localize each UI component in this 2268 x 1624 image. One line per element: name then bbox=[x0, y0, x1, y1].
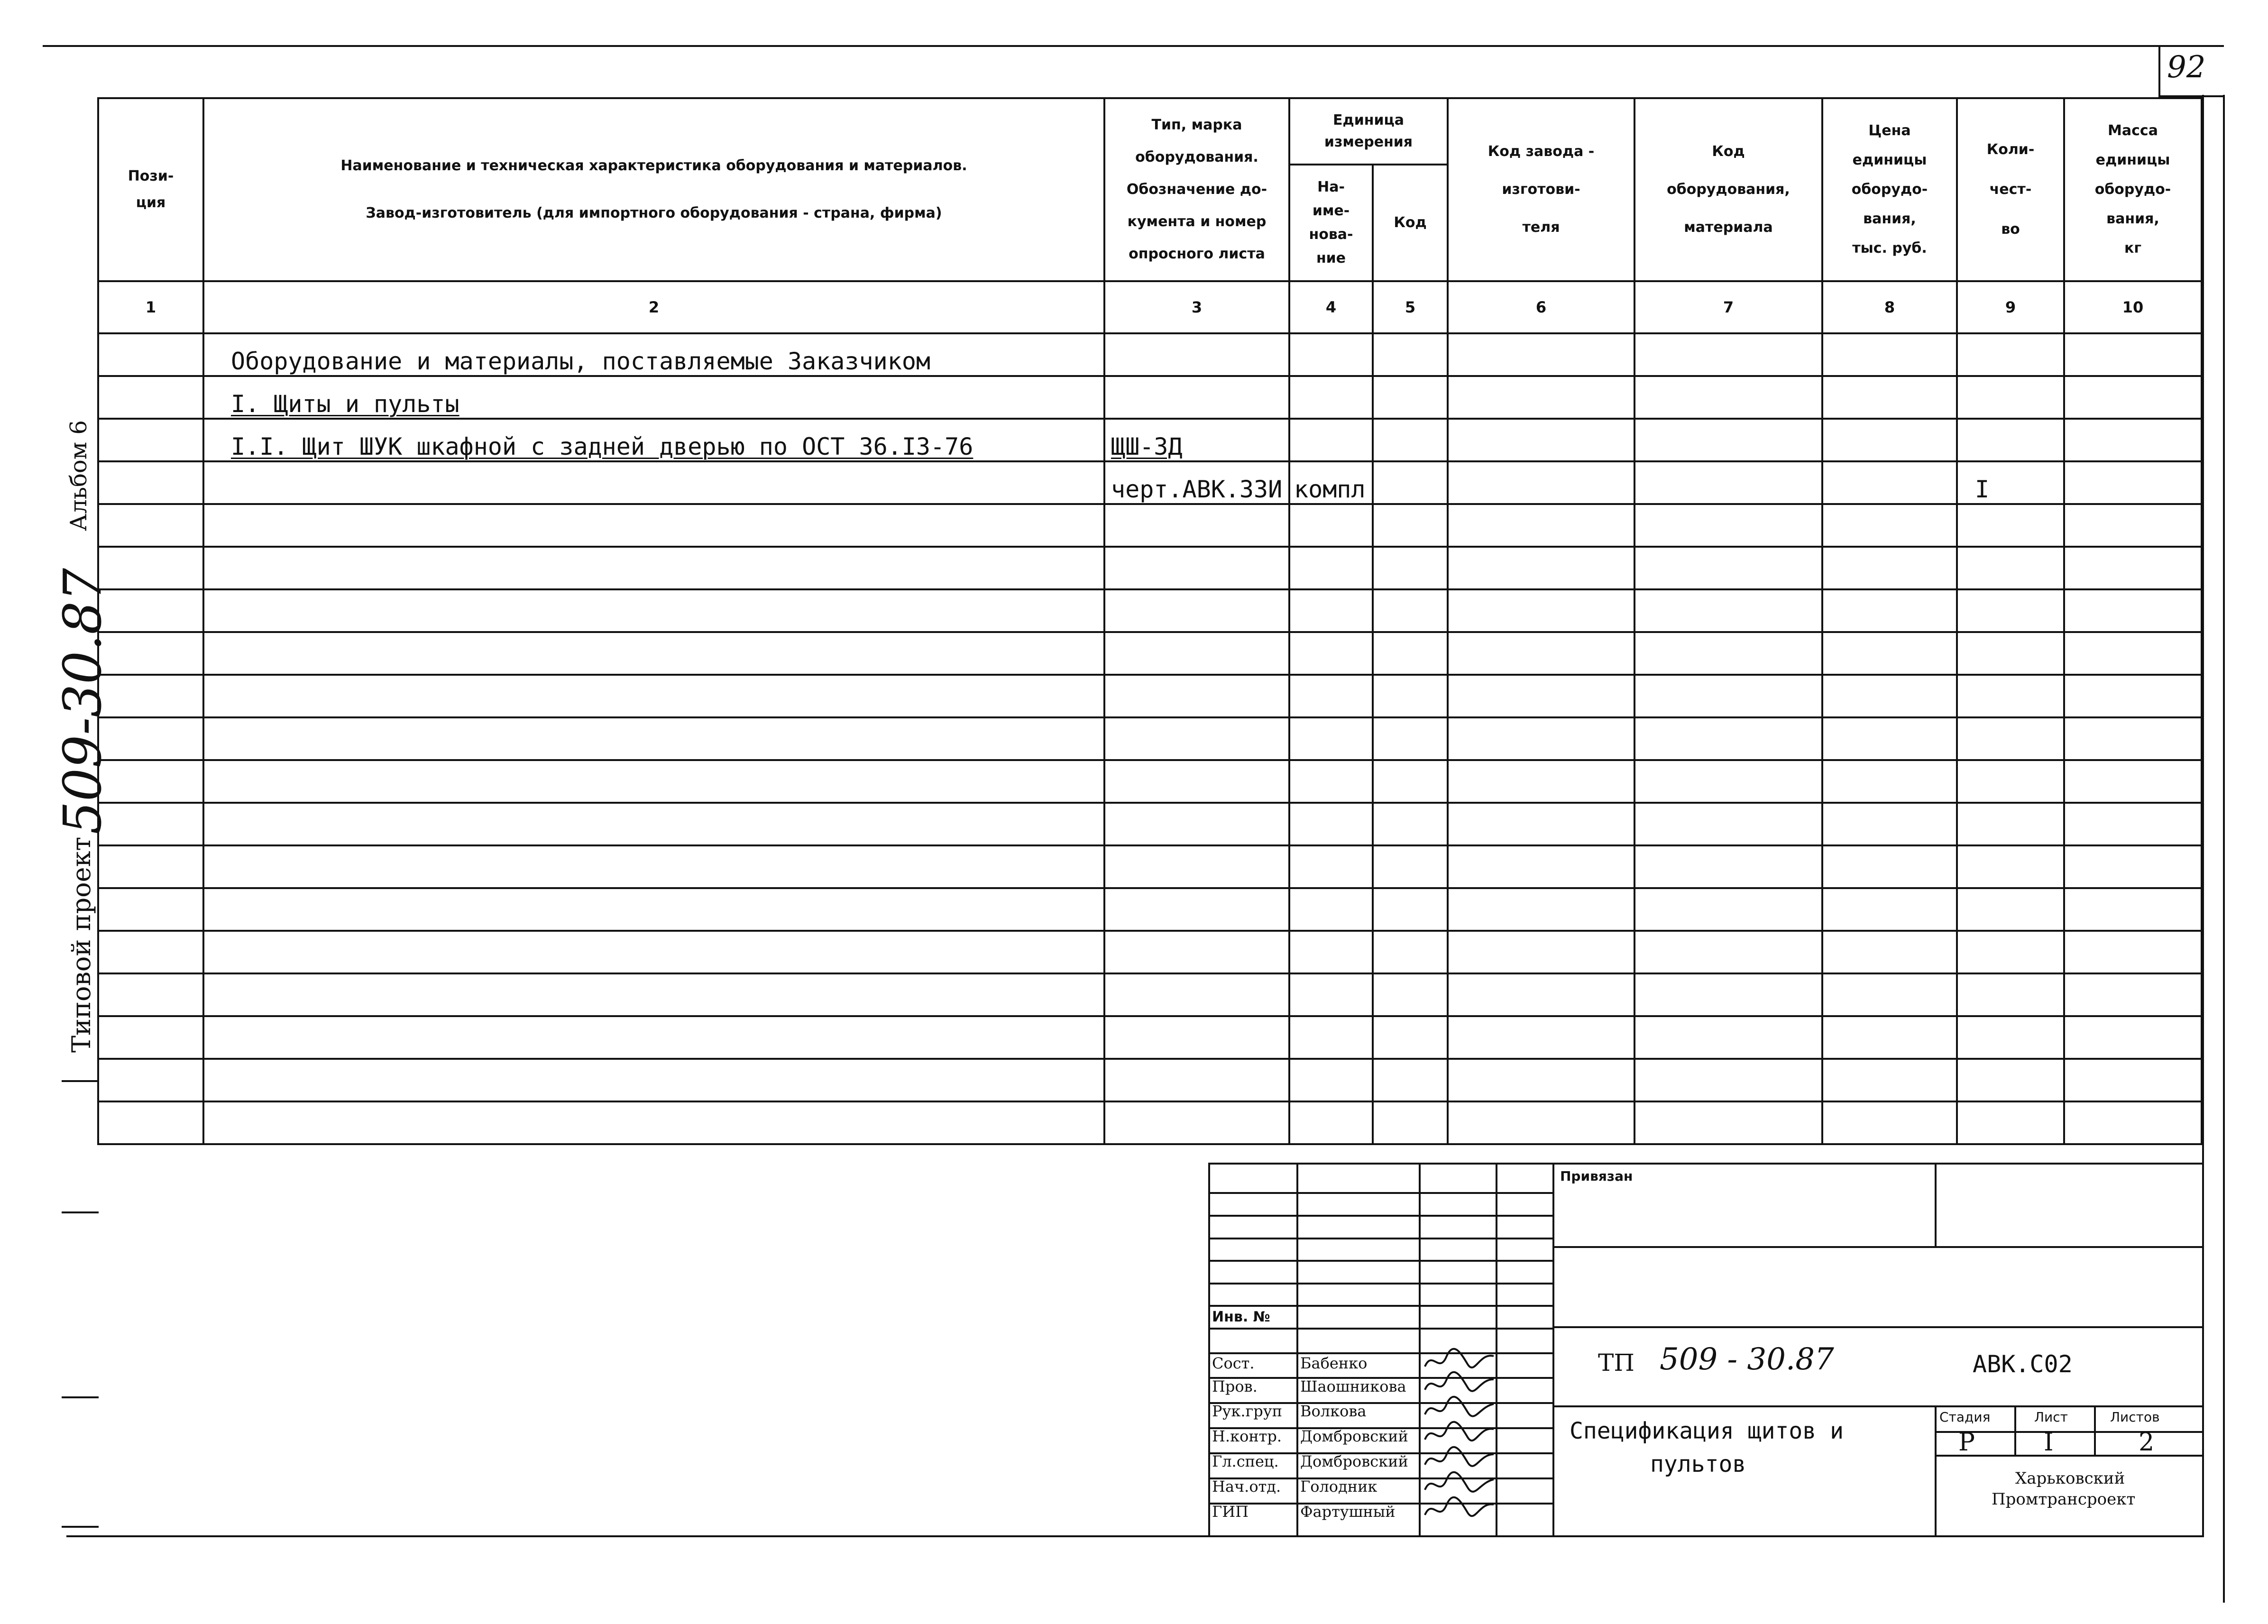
table-cell bbox=[1448, 1016, 1634, 1059]
table-cell bbox=[1289, 1016, 1373, 1059]
table-cell bbox=[1373, 376, 1448, 419]
inventory-number-label: Инв. № bbox=[1212, 1309, 1270, 1325]
table-cell bbox=[1289, 1059, 1373, 1101]
table-cell bbox=[1822, 333, 1957, 376]
table-cell bbox=[98, 675, 203, 717]
signature-name: Фартушный bbox=[1300, 1503, 1396, 1521]
table-cell bbox=[1373, 675, 1448, 717]
table-cell bbox=[1957, 589, 2064, 632]
table-cell bbox=[203, 589, 1104, 632]
table-cell bbox=[98, 717, 203, 760]
table-cell bbox=[1104, 1016, 1289, 1059]
table-cell bbox=[1373, 803, 1448, 845]
table-cell bbox=[2064, 675, 2202, 717]
column-number: 6 bbox=[1448, 281, 1634, 333]
table-cell bbox=[1634, 589, 1822, 632]
table-cell bbox=[98, 461, 203, 504]
stamp-line bbox=[1554, 1405, 2204, 1407]
table-cell bbox=[1634, 675, 1822, 717]
signature-role: Пров. bbox=[1212, 1377, 1258, 1395]
table-cell bbox=[1634, 419, 1822, 461]
table-cell bbox=[1822, 504, 1957, 547]
column-number: 2 bbox=[203, 281, 1104, 333]
table-cell bbox=[1957, 1059, 2064, 1101]
table-cell bbox=[1957, 419, 2064, 461]
table-cell bbox=[2064, 845, 2202, 888]
table-cell bbox=[1373, 1101, 1448, 1144]
margin-tick bbox=[62, 1526, 99, 1528]
table-cell bbox=[2064, 803, 2202, 845]
table-row bbox=[98, 760, 2202, 803]
stage-value: Р bbox=[1958, 1428, 1975, 1457]
table-cell bbox=[203, 461, 1104, 504]
table-cell bbox=[1448, 547, 1634, 589]
header-position: Пози- ция bbox=[98, 98, 203, 281]
table-cell bbox=[98, 333, 203, 376]
table-cell bbox=[1634, 333, 1822, 376]
table-cell bbox=[2064, 589, 2202, 632]
table-cell bbox=[98, 1101, 203, 1144]
table-cell bbox=[2064, 632, 2202, 675]
table-cell bbox=[1373, 504, 1448, 547]
margin-tick bbox=[62, 1211, 99, 1213]
table-cell bbox=[1822, 632, 1957, 675]
table-cell bbox=[203, 1016, 1104, 1059]
handwritten-signature bbox=[1423, 1371, 1498, 1399]
table-cell bbox=[1373, 632, 1448, 675]
table-cell bbox=[1957, 973, 2064, 1016]
table-row bbox=[98, 803, 2202, 845]
table-cell bbox=[98, 760, 203, 803]
table-cell bbox=[1634, 760, 1822, 803]
signature-role: Рук.груп bbox=[1212, 1402, 1282, 1420]
table-row bbox=[98, 1059, 2202, 1101]
table-cell bbox=[1957, 632, 2064, 675]
table-row bbox=[98, 461, 2202, 504]
sheet-label: Лист bbox=[2034, 1409, 2068, 1425]
table-cell bbox=[1957, 547, 2064, 589]
column-number: 4 bbox=[1289, 281, 1373, 333]
table-cell bbox=[1104, 376, 1289, 419]
table-cell bbox=[1634, 803, 1822, 845]
column-number: 9 bbox=[1957, 281, 2064, 333]
table-cell bbox=[1634, 376, 1822, 419]
table-cell bbox=[2064, 1016, 2202, 1059]
header-equipment-code: Код оборудования, материала bbox=[1634, 98, 1822, 281]
table-cell bbox=[1448, 973, 1634, 1016]
table-cell bbox=[1448, 760, 1634, 803]
stage-label: Стадия bbox=[1939, 1409, 1991, 1425]
privyazan-label: Привязан bbox=[1560, 1168, 1633, 1184]
handwritten-signature bbox=[1423, 1496, 1498, 1524]
table-cell bbox=[1373, 547, 1448, 589]
table-cell bbox=[1448, 931, 1634, 973]
doc-code-suffix: АВК.С02 bbox=[1973, 1350, 2073, 1378]
table-cell bbox=[2064, 1101, 2202, 1144]
column-number: 5 bbox=[1373, 281, 1448, 333]
table-cell bbox=[98, 888, 203, 931]
table-cell bbox=[1957, 717, 2064, 760]
table-cell bbox=[1289, 845, 1373, 888]
signature-name: Волкова bbox=[1300, 1402, 1367, 1420]
side-label-project-type: Типовой проект bbox=[66, 836, 96, 1053]
table-cell: I.I. Щит ШУК шкафной с задней дверью по ОСТ 36.I3-76 bbox=[203, 419, 1104, 461]
table-cell bbox=[98, 845, 203, 888]
table-cell bbox=[2064, 973, 2202, 1016]
table-cell bbox=[2064, 888, 2202, 931]
table-cell bbox=[1448, 1059, 1634, 1101]
table-row bbox=[98, 504, 2202, 547]
table-cell bbox=[203, 845, 1104, 888]
header-unit: Единица измерения bbox=[1289, 98, 1448, 165]
table-row bbox=[98, 333, 2202, 376]
table-cell bbox=[1289, 760, 1373, 803]
table-cell bbox=[1373, 333, 1448, 376]
table-cell bbox=[203, 632, 1104, 675]
sheet-value: I bbox=[2044, 1428, 2054, 1457]
table-cell bbox=[1448, 675, 1634, 717]
table-cell bbox=[1104, 803, 1289, 845]
signature-name: Домбровский bbox=[1300, 1452, 1408, 1470]
organization-line2: Промтрансроект bbox=[1992, 1490, 2136, 1509]
table-cell bbox=[203, 888, 1104, 931]
table-row bbox=[98, 675, 2202, 717]
table-cell bbox=[1373, 1016, 1448, 1059]
table-cell bbox=[98, 589, 203, 632]
table-cell bbox=[2064, 717, 2202, 760]
table-cell bbox=[1822, 803, 1957, 845]
header-quantity: Коли- чест- во bbox=[1957, 98, 2064, 281]
table-cell bbox=[1448, 888, 1634, 931]
table-row bbox=[98, 1016, 2202, 1059]
table-cell bbox=[1448, 1101, 1634, 1144]
header-unit-name: На- име- нова- ние bbox=[1289, 165, 1373, 281]
table-cell bbox=[1104, 931, 1289, 973]
table-cell bbox=[1957, 803, 2064, 845]
table-cell bbox=[1373, 931, 1448, 973]
table-cell: Оборудование и материалы, поставляемые Заказчиком bbox=[203, 333, 1104, 376]
table-row bbox=[98, 931, 2202, 973]
table-cell: I bbox=[1957, 461, 2064, 504]
table-cell bbox=[1448, 376, 1634, 419]
table-row bbox=[98, 888, 2202, 931]
table-cell bbox=[1957, 376, 2064, 419]
table-cell bbox=[1373, 760, 1448, 803]
table-row bbox=[98, 845, 2202, 888]
table-cell bbox=[1634, 931, 1822, 973]
table-cell bbox=[1373, 589, 1448, 632]
table-row bbox=[98, 589, 2202, 632]
sheets-value: 2 bbox=[2139, 1428, 2155, 1457]
table-cell: черт.АВК.ЗЗИ bbox=[1104, 461, 1289, 504]
table-row bbox=[98, 1101, 2202, 1144]
top-border-line bbox=[43, 45, 2224, 47]
document-title-line2: пультов bbox=[1650, 1451, 1746, 1477]
table-cell bbox=[1957, 845, 2064, 888]
table-cell bbox=[1822, 461, 1957, 504]
header-name: Наименование и техническая характеристика оборудования и материалов. Завод-изготовитель (для импортного оборудования - страна, фирма) bbox=[203, 98, 1104, 281]
table-cell bbox=[1104, 973, 1289, 1016]
table-cell bbox=[98, 547, 203, 589]
table-cell bbox=[1104, 1101, 1289, 1144]
table-cell bbox=[1289, 504, 1373, 547]
side-label-project-number: 509-30.87 bbox=[52, 568, 113, 835]
table-cell bbox=[1634, 1101, 1822, 1144]
table-cell bbox=[1822, 1016, 1957, 1059]
table-cell bbox=[2064, 419, 2202, 461]
table-cell bbox=[1822, 1101, 1957, 1144]
table-cell bbox=[1448, 461, 1634, 504]
table-cell bbox=[2064, 461, 2202, 504]
table-cell bbox=[1373, 1059, 1448, 1101]
table-cell bbox=[203, 717, 1104, 760]
table-cell bbox=[98, 1016, 203, 1059]
table-row bbox=[98, 717, 2202, 760]
table-cell bbox=[1634, 888, 1822, 931]
table-cell bbox=[1957, 333, 2064, 376]
margin-tick bbox=[62, 1396, 99, 1398]
table-cell bbox=[1448, 632, 1634, 675]
table-cell bbox=[1373, 845, 1448, 888]
signature-name: Голодник bbox=[1300, 1477, 1377, 1496]
stamp-line bbox=[1935, 1455, 2204, 1457]
table-cell bbox=[2064, 333, 2202, 376]
table-cell bbox=[1373, 888, 1448, 931]
table-cell bbox=[2064, 1059, 2202, 1101]
stamp-line bbox=[1554, 1246, 2204, 1248]
table-cell bbox=[1373, 461, 1448, 504]
table-cell bbox=[1634, 461, 1822, 504]
table-cell bbox=[1957, 760, 2064, 803]
table-cell bbox=[1634, 1059, 1822, 1101]
organization-line1: Харьковский bbox=[2015, 1469, 2125, 1488]
table-cell bbox=[2064, 376, 2202, 419]
table-cell bbox=[1289, 376, 1373, 419]
column-number: 3 bbox=[1104, 281, 1289, 333]
signature-name: Бабенко bbox=[1300, 1354, 1368, 1372]
table-cell bbox=[2064, 504, 2202, 547]
table-row bbox=[98, 632, 2202, 675]
table-cell bbox=[2064, 547, 2202, 589]
table-cell bbox=[1822, 931, 1957, 973]
table-cell bbox=[203, 504, 1104, 547]
signature-role: Гл.спец. bbox=[1212, 1452, 1279, 1470]
table-cell bbox=[1822, 1059, 1957, 1101]
table-cell bbox=[1373, 717, 1448, 760]
table-cell bbox=[1448, 504, 1634, 547]
table-cell bbox=[1822, 973, 1957, 1016]
table-cell bbox=[1822, 376, 1957, 419]
table-cell bbox=[1448, 845, 1634, 888]
table-row bbox=[98, 973, 2202, 1016]
table-cell bbox=[98, 803, 203, 845]
table-cell bbox=[1634, 547, 1822, 589]
table-cell bbox=[1289, 973, 1373, 1016]
doc-code-number: 509 - 30.87 bbox=[1660, 1342, 1834, 1377]
table-cell bbox=[1104, 717, 1289, 760]
handwritten-signature bbox=[1423, 1421, 1498, 1449]
table-cell bbox=[203, 1101, 1104, 1144]
table-cell bbox=[203, 1059, 1104, 1101]
table-cell bbox=[1634, 845, 1822, 888]
table-cell bbox=[98, 632, 203, 675]
table-cell bbox=[1957, 675, 2064, 717]
table-cell bbox=[1289, 419, 1373, 461]
specification-body bbox=[98, 333, 2202, 1144]
table-cell bbox=[1289, 803, 1373, 845]
table-cell bbox=[1448, 803, 1634, 845]
table-cell bbox=[1104, 845, 1289, 888]
table-cell bbox=[98, 1059, 203, 1101]
stamp-line bbox=[2014, 1405, 2016, 1455]
table-cell bbox=[1289, 717, 1373, 760]
sheet-number: 92 bbox=[2167, 50, 2206, 85]
table-cell bbox=[1448, 333, 1634, 376]
table-cell bbox=[1289, 931, 1373, 973]
table-cell bbox=[1822, 419, 1957, 461]
table-cell bbox=[1104, 1059, 1289, 1101]
stamp-line bbox=[1935, 1431, 2204, 1433]
table-cell bbox=[1634, 1016, 1822, 1059]
table-cell bbox=[1104, 632, 1289, 675]
table-cell bbox=[1104, 547, 1289, 589]
header-price: Цена единицы оборудо- вания, тыс. руб. bbox=[1822, 98, 1957, 281]
column-number: 10 bbox=[2064, 281, 2202, 333]
column-number: 1 bbox=[98, 281, 203, 333]
bottom-border-line bbox=[66, 1535, 2204, 1537]
table-cell bbox=[98, 376, 203, 419]
stamp-line bbox=[2094, 1405, 2096, 1455]
signature-role: ГИП bbox=[1212, 1503, 1249, 1521]
right-border-line bbox=[2223, 95, 2225, 1603]
table-row bbox=[98, 547, 2202, 589]
table-cell bbox=[2064, 931, 2202, 973]
table-cell: I. Щиты и пульты bbox=[203, 376, 1104, 419]
table-cell bbox=[1822, 547, 1957, 589]
table-cell bbox=[1104, 589, 1289, 632]
document-title-line1: Спецификация щитов и bbox=[1570, 1418, 1844, 1444]
handwritten-signature bbox=[1423, 1395, 1498, 1424]
table-cell bbox=[98, 973, 203, 1016]
table-cell bbox=[1289, 675, 1373, 717]
table-cell bbox=[1634, 504, 1822, 547]
table-cell bbox=[203, 931, 1104, 973]
table-cell bbox=[203, 973, 1104, 1016]
table-cell bbox=[1822, 589, 1957, 632]
signature-role: Сост. bbox=[1212, 1354, 1255, 1372]
table-cell bbox=[1822, 888, 1957, 931]
handwritten-signature bbox=[1423, 1446, 1498, 1474]
table-cell bbox=[1634, 717, 1822, 760]
table-cell bbox=[1957, 504, 2064, 547]
table-cell bbox=[1104, 333, 1289, 376]
table-cell bbox=[2064, 760, 2202, 803]
table-cell bbox=[1822, 675, 1957, 717]
table-cell bbox=[1373, 973, 1448, 1016]
table-cell bbox=[98, 931, 203, 973]
table-cell bbox=[1373, 419, 1448, 461]
signature-role: Нач.отд. bbox=[1212, 1477, 1281, 1496]
header-type: Тип, марка оборудования. Обозначение до- кумента и номер опросного листа bbox=[1104, 98, 1289, 281]
column-number: 8 bbox=[1822, 281, 1957, 333]
header-mass: Масса единицы оборудо- вания, кг bbox=[2064, 98, 2202, 281]
stamp-line bbox=[1935, 1163, 1937, 1246]
doc-code-prefix: ТП bbox=[1598, 1349, 1634, 1376]
margin-tick bbox=[62, 1080, 99, 1082]
table-cell bbox=[1289, 888, 1373, 931]
signature-name: Домбровский bbox=[1300, 1427, 1408, 1445]
table-cell bbox=[1104, 760, 1289, 803]
table-cell bbox=[1448, 717, 1634, 760]
table-cell bbox=[1289, 589, 1373, 632]
table-cell bbox=[1289, 333, 1373, 376]
table-cell bbox=[1634, 632, 1822, 675]
signature-role: Н.контр. bbox=[1212, 1427, 1282, 1445]
specification-table bbox=[97, 97, 2203, 1145]
table-cell bbox=[1289, 632, 1373, 675]
table-cell bbox=[203, 803, 1104, 845]
table-cell bbox=[1957, 931, 2064, 973]
table-cell bbox=[203, 675, 1104, 717]
table-cell bbox=[1104, 675, 1289, 717]
table-cell bbox=[1957, 1016, 2064, 1059]
stamp-line bbox=[1935, 1405, 1937, 1537]
table-cell: ЩШ-ЗД bbox=[1104, 419, 1289, 461]
column-number: 7 bbox=[1634, 281, 1822, 333]
table-cell bbox=[1448, 589, 1634, 632]
table-cell bbox=[203, 547, 1104, 589]
table-cell bbox=[1634, 973, 1822, 1016]
table-cell bbox=[1822, 845, 1957, 888]
table-cell bbox=[1957, 888, 2064, 931]
table-cell bbox=[203, 760, 1104, 803]
signature-name: Шаошникова bbox=[1300, 1377, 1406, 1395]
table-row bbox=[98, 419, 2202, 461]
table-cell: компл bbox=[1289, 461, 1373, 504]
table-cell bbox=[1822, 760, 1957, 803]
table-cell bbox=[1104, 888, 1289, 931]
table-cell bbox=[1104, 504, 1289, 547]
table-cell bbox=[1448, 419, 1634, 461]
table-cell bbox=[98, 504, 203, 547]
side-label-album: Альбом 6 bbox=[65, 420, 92, 531]
table-cell bbox=[1289, 547, 1373, 589]
handwritten-signature bbox=[1423, 1471, 1498, 1499]
table-row bbox=[98, 376, 2202, 419]
sheets-label: Листов bbox=[2110, 1409, 2160, 1425]
right-frame-line bbox=[2202, 95, 2204, 1537]
header-plant-code: Код завода - изготови- теля bbox=[1448, 98, 1634, 281]
table-cell bbox=[98, 419, 203, 461]
table-cell bbox=[1289, 1101, 1373, 1144]
stamp-line bbox=[1554, 1326, 2204, 1328]
table-cell bbox=[1957, 1101, 2064, 1144]
header-unit-code: Код bbox=[1373, 165, 1448, 281]
table-cell bbox=[1822, 717, 1957, 760]
